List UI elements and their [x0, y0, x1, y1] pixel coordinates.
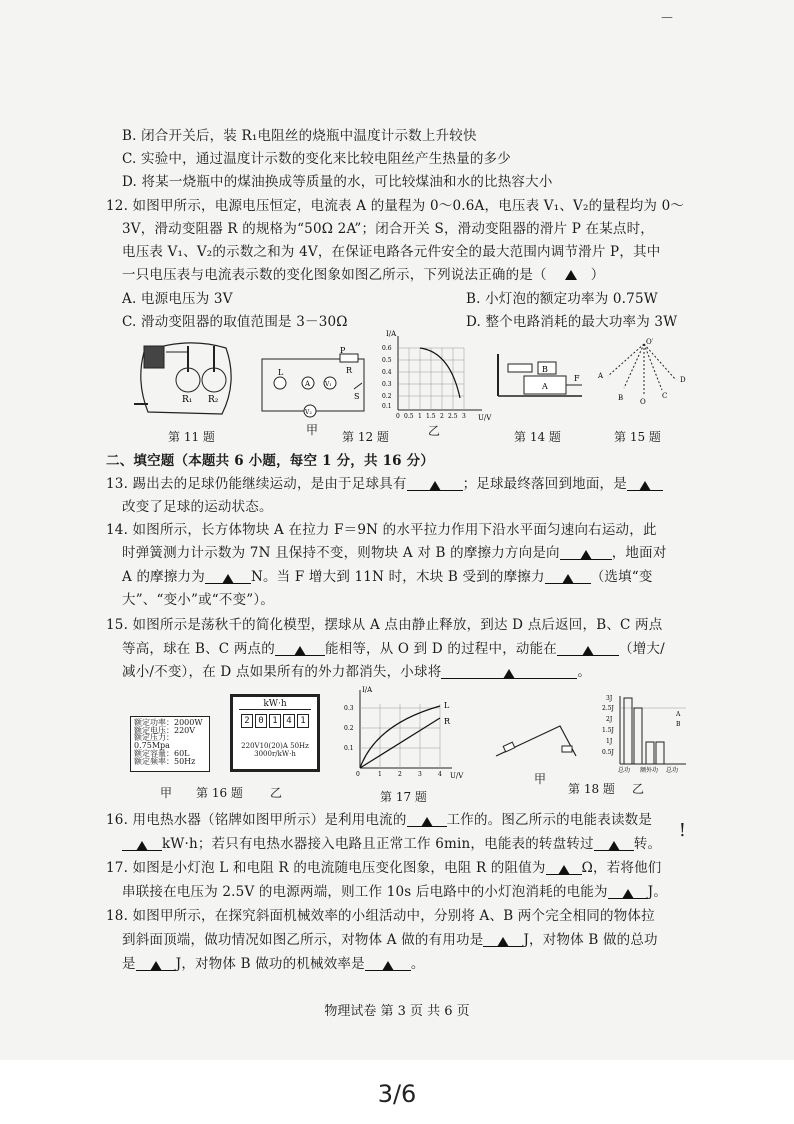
fig18-ytick: 1.5J: [602, 727, 614, 734]
fig18-ytick: 1J: [606, 738, 613, 745]
q13-blank-2: [627, 478, 663, 491]
q15-line2: [122, 637, 665, 657]
meter-digit: 1: [297, 714, 309, 728]
q18-blank-2: [136, 958, 176, 971]
fig17-ytick: 0.3: [344, 705, 354, 712]
meter-digit: 1: [269, 714, 281, 728]
fig12-graph: [372, 328, 494, 428]
q17-text-1a: 17. 如图是小灯泡 L 和电阻 R 的电流随电压变化图象，电阻 R 的阻值为: [106, 860, 546, 876]
fig17-ytick: 0.2: [344, 725, 354, 732]
energy-meter: [230, 694, 320, 772]
q14-blank-2: [205, 571, 251, 584]
fig12-ytick: 0.6: [382, 345, 392, 352]
q17-blank-2: [608, 886, 648, 899]
fig18-ytick: 2.5J: [602, 705, 614, 712]
caption-q18: 第 18 题: [568, 782, 615, 796]
answer-triangle-icon: [622, 889, 634, 899]
fig12-ytick: 0.3: [382, 381, 392, 388]
q18-line1: 18. 如图甲所示，在探究斜面机械效率的小组活动中，分别将 A、B 两个完全相同的物体拉: [106, 908, 655, 924]
fig12-xtick: 0.5: [404, 413, 414, 420]
fig14-a-label: A: [542, 382, 548, 391]
nameplate-line: 额定电压：220V: [134, 725, 196, 735]
caption-q18-jia: 甲: [534, 772, 547, 786]
answer-triangle-icon: [580, 550, 592, 560]
q16-text-1a: 16. 用电热水器（铭牌如图甲所示）是利用电流的: [106, 812, 407, 828]
meter-digits: [233, 714, 317, 728]
fig15-a-label: A: [598, 372, 604, 380]
q14-text-3b: N。当 F 增大到 11N 时，木块 B 受到的摩擦力: [250, 569, 545, 585]
fig18-ytick: 2J: [606, 716, 613, 723]
fig18-bar-chart: [590, 690, 690, 778]
q17-text-1b: Ω，若将他们: [581, 860, 662, 876]
q16-blank-3: [594, 838, 634, 851]
caption-q12-jia: 甲: [306, 423, 319, 437]
q12-line2: 3V，滑动变阻器 R 的规格为“50Ω 2A”；闭合开关 S，滑动变阻器的滑片 P 在某点时，: [122, 221, 655, 237]
q14-text-3a: A 的摩擦力为: [122, 569, 205, 585]
answer-triangle-icon: [421, 817, 433, 827]
fig17-xtick: 3: [418, 771, 422, 778]
answer-triangle-icon: [558, 865, 570, 875]
q16-line2: [122, 832, 661, 852]
q12-line4-close: ）: [590, 267, 605, 283]
q13-line2: 改变了足球的运动状态。: [122, 499, 273, 515]
fig18-legend: B: [676, 721, 681, 728]
fig11-r1-label: R₁: [182, 395, 193, 405]
fig12-ytick: 0.2: [382, 393, 392, 400]
q17-line2: [122, 880, 667, 900]
q15-blank-1: [275, 643, 325, 656]
q18-text-3c: 。: [410, 956, 425, 972]
nameplate-line: 额定功率：2000W: [134, 718, 203, 727]
answer-triangle-icon: [294, 646, 306, 656]
fig12-ytick: 0.4: [382, 369, 392, 376]
meter-unit: kW·h: [239, 699, 311, 710]
answer-triangle-icon: [608, 841, 620, 851]
meter-spec2: 3000r/kW·h: [254, 750, 296, 758]
fig17-l-label: L: [444, 701, 450, 710]
q18-blank-3: [365, 958, 411, 971]
q12-option-d: D. 整个电路消耗的最大功率为 3W: [466, 314, 678, 330]
q14-line3: [122, 565, 653, 585]
q16-text-2b: 转。: [633, 836, 662, 852]
q16-blank-2: [122, 838, 162, 851]
fig12-xtick: 1: [418, 413, 422, 420]
q15-blank-3: [441, 666, 577, 679]
q18-text-2b: J，对物体 B 做的总功: [523, 932, 658, 948]
section-heading: 二、填空题（本题共 6 小题，每空 1 分，共 16 分）: [106, 453, 435, 469]
fig12-xtick: 0: [396, 413, 400, 420]
answer-triangle-icon: [562, 574, 574, 584]
answer-triangle-icon: [150, 961, 162, 971]
nameplate-line: 额定频率：50Hz: [134, 756, 196, 766]
caption-q14: 第 14 题: [514, 430, 561, 444]
fig15-d-label: D: [680, 376, 686, 384]
q14-line4: 大”、“变小”或“不变”）。: [122, 592, 275, 608]
answer-triangle-icon: [382, 961, 394, 971]
fig12-l-label: L: [278, 368, 284, 377]
fig17-r-label: R: [444, 717, 451, 726]
q15-line3: [122, 660, 591, 680]
fig12-xtick: 1.5: [426, 413, 436, 420]
q13-text-b: ；足球最终落回到地面，是: [462, 476, 627, 492]
option-d-prev: D. 将某一烧瓶中的煤油换成等质量的水，可比较煤油和水的比热容大小: [122, 174, 553, 190]
q15-line1: 15. 如图所示是荡秋千的简化模型，摆球从 A 点由静止释放，到达 D 点后返回，B、C 两点: [106, 617, 663, 633]
meter-digit: 4: [283, 714, 295, 728]
answer-triangle-icon: [565, 270, 577, 280]
fig12-p-label: P: [340, 346, 346, 355]
heater-nameplate: [130, 716, 210, 772]
q15-blank-2: [557, 643, 619, 656]
top-mark: －: [660, 11, 674, 27]
q17-blank-1: [546, 862, 582, 875]
page-indicator: 3/6: [377, 1080, 417, 1108]
fig17-xtick: 1: [378, 771, 382, 778]
fig17-xtick: 2: [398, 771, 402, 778]
fig12-a-label: A: [305, 380, 311, 388]
answer-triangle-icon: [503, 669, 515, 679]
meter-spec: 220V10(20)A 50Hz: [241, 742, 309, 750]
answer-triangle-icon: [136, 841, 148, 851]
fig14-b-label: B: [542, 365, 548, 374]
fig18-legend: A: [676, 711, 681, 718]
q14-line1: 14. 如图所示，长方体物块 A 在拉力 F＝9N 的水平拉力作用下沿水平面匀速向右运动，此: [106, 522, 657, 538]
fig15-b-label: B: [618, 394, 624, 402]
fig14-f-label: F: [574, 374, 580, 383]
fig12-r-label: R: [346, 366, 353, 375]
fig17-xlabel: U/V: [450, 772, 464, 780]
answer-triangle-icon: [429, 481, 441, 491]
q13-line1: [106, 472, 663, 492]
answer-triangle-icon: [582, 646, 594, 656]
q12-option-c: C. 滑动变阻器的取值范围是 3－30Ω: [122, 314, 348, 330]
fig11-r2-label: R₂: [208, 395, 219, 405]
fig12-v2-label: V₂: [305, 409, 312, 416]
q18-line3: [122, 952, 425, 972]
caption-q16-yi: 乙: [270, 786, 283, 800]
fig17-xtick: 4: [438, 771, 442, 778]
fig18-ytick: 3J: [606, 695, 613, 702]
q14-text-2b: ，地面对: [611, 545, 667, 561]
q12-line4: [122, 263, 604, 283]
fig14-blocks: [492, 350, 588, 406]
q15-text-2b: 能相等，从 O 到 D 的过程中，动能在: [324, 641, 557, 657]
q18-text-2a: 到斜面顶端，做功情况如图乙所示，对物体 A 做的有用功是: [122, 932, 484, 948]
caption-q16: 第 16 题: [196, 786, 243, 800]
q14-text-2a: 时弹簧测力计示数为 7N 且保持不变，则物块 A 对 B 的摩擦力方向是向: [122, 545, 560, 561]
answer-triangle-icon: [222, 574, 234, 584]
fig15-o-label: O: [640, 398, 646, 406]
meter-digit: 0: [255, 714, 267, 728]
q18-text-3b: J，对物体 B 做功的机械效率是: [175, 956, 365, 972]
fig17-xtick: 0: [356, 771, 360, 778]
fig18-xlabel: 总功: [666, 767, 679, 774]
fig12-ytick: 0.5: [382, 357, 392, 364]
q12-line4-text: 一只电压表与电流表示数的变化图象如图乙所示，下列说法正确的是（: [122, 267, 547, 283]
q17-text-2a: 串联接在电压为 2.5V 的电源两端，则工作 10s 后电路中的小灯泡消耗的电能为: [122, 884, 608, 900]
q13-blank-1: [407, 478, 463, 491]
fig17-ylabel: I/A: [362, 686, 373, 694]
q16-blank-1: [407, 814, 447, 827]
q17-line1: [106, 856, 662, 876]
nameplate-line: 额定压力：0.75Mpa: [134, 733, 174, 751]
fig18-xlabel: 额外功: [640, 767, 659, 774]
caption-q11: 第 11 题: [168, 430, 215, 444]
fig17-graph: [336, 684, 468, 784]
margin-mark: !: [678, 820, 686, 841]
fig12-xtick: 2.5: [448, 413, 458, 420]
q12-option-a: A. 电源电压为 3V: [122, 291, 233, 307]
fig12-graph-xlabel: U/V: [478, 414, 492, 422]
caption-q12-yi: 乙: [428, 424, 441, 438]
q15-text-2a: 等高，球在 B、C 两点的: [122, 641, 275, 657]
q12-option-b: B. 小灯泡的额定功率为 0.75W: [466, 291, 658, 307]
caption-q17: 第 17 题: [380, 790, 427, 804]
q16-text-1b: 工作的。图乙所示的电能表读数是: [446, 812, 653, 828]
caption-q12: 第 12 题: [342, 430, 389, 444]
fig15-o1-label: O′: [646, 338, 654, 346]
fig12-s-label: S: [354, 392, 360, 401]
fig18-incline: [490, 716, 582, 766]
meter-digit: 2: [241, 714, 253, 728]
nameplate-line: 额定容量：60L: [134, 748, 190, 758]
q14-line2: [122, 541, 667, 561]
option-b-prev: B. 闭合开关后，装 R₁电阻丝的烧瓶中温度计示数上升较快: [122, 128, 477, 144]
fig17-ytick: 0.1: [344, 745, 354, 752]
q18-text-3a: 是: [122, 956, 136, 972]
caption-q16-jia: 甲: [160, 786, 173, 800]
fig12-ytick: 0.1: [382, 403, 392, 410]
q17-text-2b: J。: [647, 884, 668, 900]
fig12-xtick: 2: [440, 413, 444, 420]
fig15-swing: [596, 336, 692, 406]
fig12-graph-ylabel: I/A: [386, 330, 397, 338]
q13-text-a: 13. 踢出去的足球仍能继续运动，是由于足球具有: [106, 476, 407, 492]
q15-text-3b: 。: [577, 664, 592, 680]
q16-text-2a: kW·h；若只有电热水器接入电路且正常工作 6min，电能表的转盘转过: [162, 836, 594, 852]
option-c-prev: C. 实验中，通过温度计示数的变化来比较电阻丝产生热量的多少: [122, 151, 511, 167]
fig18-ytick: 0.5J: [602, 749, 614, 756]
page-footer: 物理试卷 第 3 页 共 6 页: [324, 1004, 470, 1019]
q15-text-3a: 减小/不变），在 D 点如果所有的外力都消失，小球将: [122, 664, 442, 680]
fig11-flasks: [126, 332, 244, 422]
q15-text-2c: （增大/: [619, 641, 665, 657]
caption-q15: 第 15 题: [614, 430, 661, 444]
q14-text-3c: （选填“变: [590, 569, 653, 585]
q12-line1: 12. 如图甲所示，电源电压恒定，电流表 A 的量程为 0～0.6A，电压表 V₁、V₂的量程均为 0～: [106, 198, 685, 214]
q12-line3: 电压表 V₁、V₂的示数之和为 4V，在保证电路各元件安全的最大范围内调节滑片 P，其中: [122, 244, 661, 260]
q16-line1: [106, 808, 652, 828]
fig12-circuit: [258, 345, 370, 423]
q18-line2: [122, 928, 658, 948]
q14-blank-3: [545, 571, 591, 584]
fig18-xlabel: 总功: [618, 767, 631, 774]
q14-blank-1: [560, 547, 612, 560]
fig15-c-label: C: [662, 392, 668, 400]
fig12-v1-label: V₁: [325, 381, 332, 388]
answer-triangle-icon: [497, 937, 509, 947]
fig12-xtick: 3: [462, 413, 466, 420]
caption-q18-yi: 乙: [632, 782, 645, 796]
answer-triangle-icon: [639, 481, 651, 491]
q18-blank-1: [483, 934, 523, 947]
